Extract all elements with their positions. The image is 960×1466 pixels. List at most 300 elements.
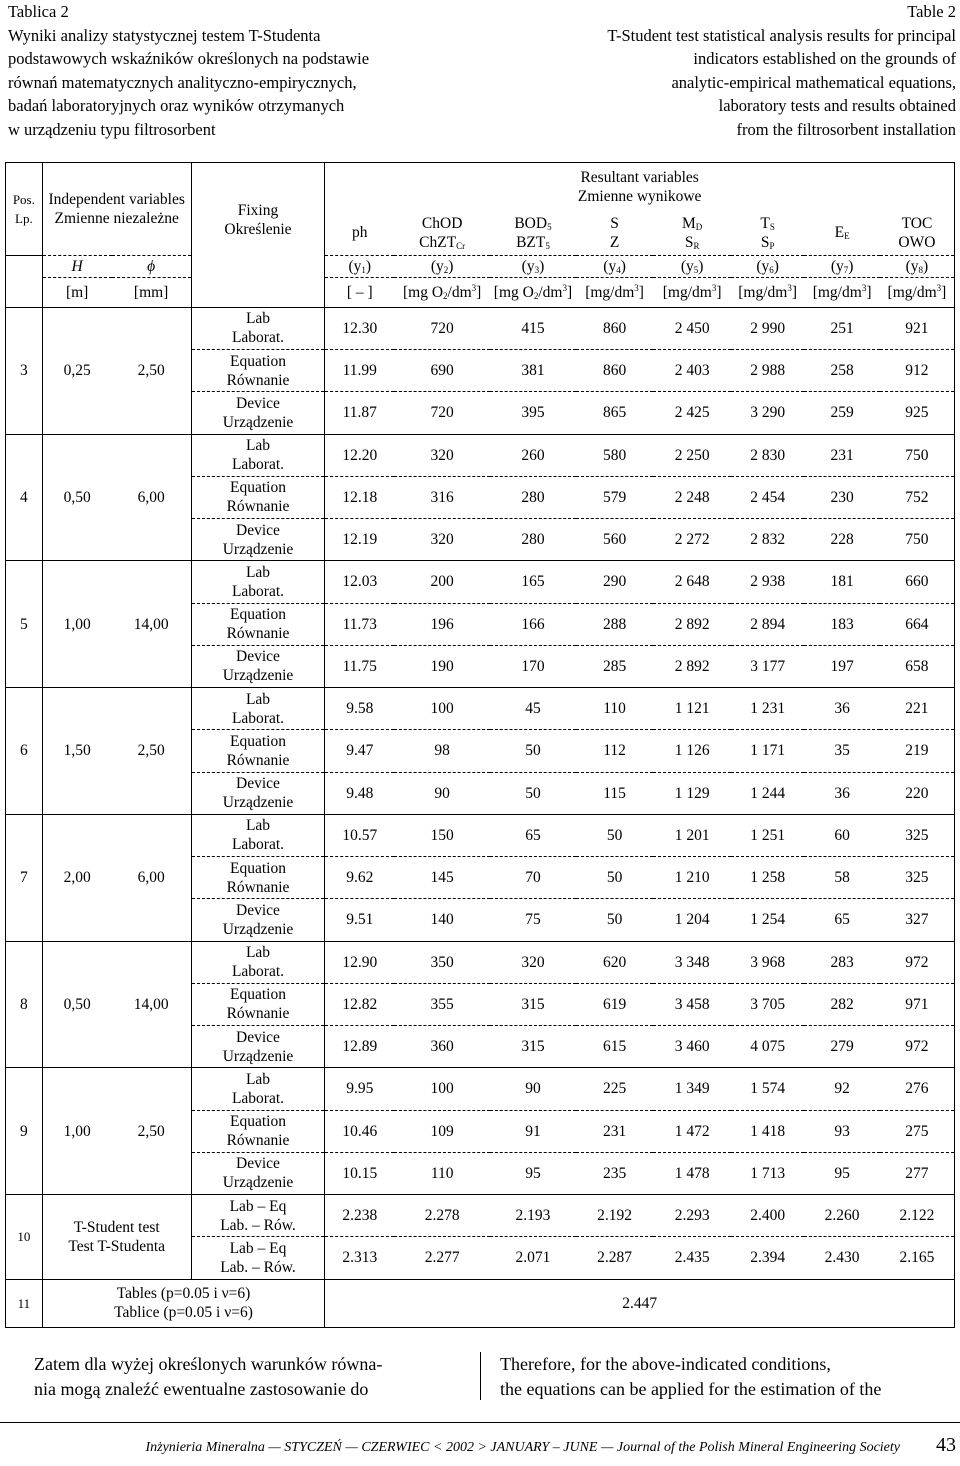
journal-footer: Inżynieria Mineralna — STYCZEŃ — CZERWIEC < 2002 > JANUARY – JUNE — Journal of the Polish Mineral Engineering Society [145,1440,900,1455]
value-cell: 11.87 [325,392,394,434]
caption-line: w urządzeniu typu filtrosorbent [8,119,216,139]
unit-bod5: [mg $O_2/dm^3$] [490,277,576,307]
fixing-lab: Lab Laborat. [191,1068,325,1110]
value-cell: 620 [576,941,654,983]
header-s: S Z [609,214,620,251]
value-cell: 221 [880,688,955,730]
value-cell: 170 [490,645,576,687]
value-cell: 183 [804,603,880,645]
fixing-equation: Equation Równanie [191,1110,325,1152]
value-cell: 972 [880,1026,955,1068]
paragraph-line: Therefore, for the above-indicated conditions, [500,1354,831,1374]
unit-chod: [mg $O_2/dm^3$] [394,277,490,307]
value-cell: 2 403 [653,350,731,392]
value-cell: 320 [394,519,490,561]
phi-cell: 14,00 [112,941,192,1068]
value-cell: 3 968 [731,941,804,983]
value-cell: 2.400 [731,1195,804,1237]
pos-cell: 3 [6,307,43,434]
phi-cell: 6,00 [112,814,192,941]
header-toc: TOC OWO [880,211,955,255]
value-cell: 2 272 [653,519,731,561]
caption-line: indicators established on the grounds of [693,49,956,68]
value-cell: 2.193 [490,1195,576,1237]
h-cell: 2,00 [42,814,111,941]
value-cell: 925 [880,392,955,434]
value-cell: 92 [804,1068,880,1110]
value-cell: 2 832 [731,519,804,561]
caption-line: analytic-empirical mathematical equations, [671,72,956,92]
paragraph-line: the equations can be applied for the estimation of the [500,1379,882,1399]
value-cell: 277 [880,1152,955,1194]
value-cell: 1 231 [731,688,804,730]
value-cell: 90 [394,772,490,814]
value-cell: 112 [576,730,654,772]
value-cell: 316 [394,476,490,518]
value-cell: 235 [576,1152,654,1194]
value-cell: 11.73 [325,603,394,645]
header-chod: ChOD ChZT$_{Cr}$ [419,214,466,251]
fixing-lab: Lab Laborat. [191,561,325,603]
value-cell: 2.435 [653,1237,731,1279]
value-cell: 2 450 [653,307,731,349]
value-cell: 1 349 [653,1068,731,1110]
value-cell: 145 [394,857,490,899]
value-cell: 90 [490,1068,576,1110]
header-ts: $T_S$ $S_P$ [760,214,775,251]
value-cell: 93 [804,1110,880,1152]
value-cell: 381 [490,350,576,392]
value-cell: 2.122 [880,1195,955,1237]
value-cell: 660 [880,561,955,603]
value-cell: 259 [804,392,880,434]
pos-cell: 6 [6,688,43,815]
value-cell: 325 [880,814,955,856]
value-cell: 258 [804,350,880,392]
fixing-device: Device Urządzenie [191,899,325,941]
pos-cell: 4 [6,434,43,561]
unit-ts: $[mg/dm^3]$ [731,277,804,307]
value-cell: 395 [490,392,576,434]
value-cell: 100 [394,688,490,730]
value-cell: 70 [490,857,576,899]
header-ee: $E_E$ [834,224,850,242]
value-cell: 58 [804,857,880,899]
header-phi-symbol: ϕ [112,255,192,277]
value-cell: 36 [804,772,880,814]
value-cell: 12.20 [325,434,394,476]
value-cell: 315 [490,983,576,1025]
value-cell: 196 [394,603,490,645]
header-y5: $(y_5)$ [653,255,731,277]
caption-line: badań laboratoryjnych oraz wyników otrzymanych [8,96,345,115]
table-row [6,814,955,856]
pos-cell: 5 [6,561,43,688]
value-cell: 95 [490,1152,576,1194]
value-cell: 2 938 [731,561,804,603]
value-cell: 9.58 [325,688,394,730]
value-cell: 2 894 [731,603,804,645]
value-cell: 912 [880,350,955,392]
unit-toc: $[mg/dm^3]$ [880,277,955,307]
value-cell: 2.277 [394,1237,490,1279]
value-cell: 109 [394,1110,490,1152]
value-cell: 4 075 [731,1026,804,1068]
value-cell: 35 [804,730,880,772]
value-cell: 2.165 [880,1237,955,1279]
fixing-device: Device Urządzenie [191,772,325,814]
value-cell: 91 [490,1110,576,1152]
unit-ph: [ – ] [325,277,394,307]
value-cell: 50 [490,730,576,772]
header-h-unit: [m] [42,277,111,307]
value-cell: 415 [490,307,576,349]
value-cell: 290 [576,561,654,603]
value-cell: 750 [880,434,955,476]
value-cell: 971 [880,983,955,1025]
value-cell: 228 [804,519,880,561]
pos-cell: 8 [6,941,43,1068]
value-cell: 1 126 [653,730,731,772]
header-phi-unit: [mm] [112,277,192,307]
caption-line: laboratory tests and results obtained [718,96,956,115]
caption-line: Wyniki analizy statystycznej testem T-Studenta [8,25,321,45]
value-cell: 12.19 [325,519,394,561]
table-row [6,941,955,983]
value-cell: 283 [804,941,880,983]
fixing-equation: Equation Równanie [191,476,325,518]
h-cell: 1,00 [42,1068,111,1195]
fixing-lab: Lab Laborat. [191,307,325,349]
value-cell: 11.75 [325,645,394,687]
value-cell: 50 [576,857,654,899]
value-cell: 12.18 [325,476,394,518]
value-cell: 288 [576,603,654,645]
value-cell: 75 [490,899,576,941]
value-cell: 95 [804,1152,880,1194]
value-cell: 60 [804,814,880,856]
value-cell: 2.430 [804,1237,880,1279]
value-cell: 260 [490,434,576,476]
value-cell: 190 [394,645,490,687]
caption-line: from the filtrosorbent installation [736,119,956,139]
value-cell: 972 [880,941,955,983]
value-cell: 1 201 [653,814,731,856]
fixing-equation: Equation Równanie [191,603,325,645]
value-cell: 664 [880,603,955,645]
value-cell: 181 [804,561,880,603]
header-y2: $(y_2)$ [394,255,490,277]
value-cell: 658 [880,645,955,687]
header-bod5: $BOD_5$ $BZT_5$ [514,214,552,251]
value-cell: 3 177 [731,645,804,687]
value-cell: 280 [490,519,576,561]
value-cell: 2.394 [731,1237,804,1279]
caption-line: podstawowych wskaźników określonych na podstawie [8,49,370,68]
caption-line: T-Student test statistical analysis results for principal [607,25,956,45]
unit-ee: $[mg/dm^3]$ [804,277,880,307]
value-cell: 12.90 [325,941,394,983]
header-y7: $(y_7)$ [804,255,880,277]
tables-row [6,1279,955,1327]
fixing-equation: Equation Równanie [191,983,325,1025]
value-cell: 315 [490,1026,576,1068]
value-cell: 110 [394,1152,490,1194]
value-cell: 750 [880,519,955,561]
value-cell: 1 121 [653,688,731,730]
header-fixing: Fixing Określenie [191,163,325,278]
unit-s: $[mg/dm^3]$ [576,277,654,307]
value-cell: 2.071 [490,1237,576,1279]
unit-md: $[mg/dm^3]$ [653,277,731,307]
fixing-lab: Lab Laborat. [191,434,325,476]
h-cell: 0,50 [42,941,111,1068]
value-cell: 9.47 [325,730,394,772]
fixing-device: Device Urządzenie [191,1152,325,1194]
value-cell: 865 [576,392,654,434]
value-cell: 3 290 [731,392,804,434]
value-cell: 2 892 [653,603,731,645]
value-cell: 65 [490,814,576,856]
value-cell: 3 705 [731,983,804,1025]
value-cell: 9.48 [325,772,394,814]
value-cell: 12.03 [325,561,394,603]
value-cell: 720 [394,392,490,434]
fixing-device: Device Urządzenie [191,645,325,687]
fixing-lab-eq: Lab – Eq Lab. – Rów. [191,1237,325,1279]
value-cell: 2 250 [653,434,731,476]
value-cell: 65 [804,899,880,941]
value-cell: 752 [880,476,955,518]
value-cell: 921 [880,307,955,349]
pos-cell: 7 [6,814,43,941]
fixing-equation: Equation Równanie [191,730,325,772]
value-cell: 50 [576,814,654,856]
caption-line: równań matematycznych analityczno-empirycznych, [8,72,357,92]
fixing-device: Device Urządzenie [191,1026,325,1068]
value-cell: 282 [804,983,880,1025]
fixing-device: Device Urządzenie [191,392,325,434]
value-cell: 9.51 [325,899,394,941]
value-cell: 860 [576,350,654,392]
table-row [6,307,955,349]
value-cell: 3 458 [653,983,731,1025]
pos-cell: 9 [6,1068,43,1195]
value-cell: 580 [576,434,654,476]
value-cell: 2.313 [325,1237,394,1279]
header-resultant-variables: Resultant variables Zmienne wynikowe [325,163,955,211]
header-y4: $(y_4)$ [576,255,654,277]
value-cell: 619 [576,983,654,1025]
value-cell: 225 [576,1068,654,1110]
table-row [6,688,955,730]
value-cell: 2 892 [653,645,731,687]
value-cell: 276 [880,1068,955,1110]
fixing-equation: Equation Równanie [191,857,325,899]
caption-label: Table 2 [907,2,956,21]
fixing-lab: Lab Laborat. [191,941,325,983]
value-cell: 115 [576,772,654,814]
header-independent-variables: Independent variables Zmienne niezależne [42,163,191,256]
results-table [5,162,955,1328]
value-cell: 615 [576,1026,654,1068]
value-cell: 1 418 [731,1110,804,1152]
fixing-device: Device Urządzenie [191,519,325,561]
value-cell: 45 [490,688,576,730]
value-cell: 10.57 [325,814,394,856]
h-cell: 0,50 [42,434,111,561]
value-cell: 219 [880,730,955,772]
value-cell: 2.293 [653,1195,731,1237]
phi-cell: 2,50 [112,1068,192,1195]
column-divider [480,1352,481,1400]
value-cell: 165 [490,561,576,603]
header-h-symbol: H [42,255,111,277]
paragraph-line: Zatem dla wyżej określonych warunków równa- [34,1354,383,1374]
page-number: 43 [936,1434,956,1456]
value-cell: 1 204 [653,899,731,941]
phi-cell: 2,50 [112,307,192,434]
value-cell: 860 [576,307,654,349]
value-cell: 1 171 [731,730,804,772]
value-cell: 2.238 [325,1195,394,1237]
value-cell: 360 [394,1026,490,1068]
value-cell: 9.95 [325,1068,394,1110]
value-cell: 1 478 [653,1152,731,1194]
value-cell: 279 [804,1026,880,1068]
h-cell: 1,00 [42,561,111,688]
value-cell: 10.15 [325,1152,394,1194]
value-cell: 1 254 [731,899,804,941]
value-cell: 3 348 [653,941,731,983]
value-cell: 690 [394,350,490,392]
phi-cell: 6,00 [112,434,192,561]
value-cell: 1 210 [653,857,731,899]
value-cell: 1 251 [731,814,804,856]
value-cell: 325 [880,857,955,899]
value-cell: 275 [880,1110,955,1152]
value-cell: 251 [804,307,880,349]
value-cell: 2 988 [731,350,804,392]
value-cell: 280 [490,476,576,518]
value-cell: 3 460 [653,1026,731,1068]
value-cell: 9.62 [325,857,394,899]
header-pos-blank [6,255,43,277]
value-cell: 98 [394,730,490,772]
value-cell: 50 [576,899,654,941]
tstudent-row [6,1195,955,1237]
value-cell: 197 [804,645,880,687]
value-cell: 2 454 [731,476,804,518]
value-cell: 12.82 [325,983,394,1025]
value-cell: 110 [576,688,654,730]
value-cell: 320 [394,434,490,476]
value-cell: 50 [490,772,576,814]
value-cell: 1 713 [731,1152,804,1194]
value-cell: 2.278 [394,1195,490,1237]
tstudent-label: T-Student test Test T-Studenta [42,1195,191,1280]
table-row [6,561,955,603]
value-cell: 11.99 [325,350,394,392]
header-y6: $(y_6)$ [731,255,804,277]
fixing-equation: Equation Równanie [191,350,325,392]
value-cell: 2.260 [804,1195,880,1237]
table-row [6,434,955,476]
header-y8: $(y_8)$ [880,255,955,277]
value-cell: 720 [394,307,490,349]
tables-label: Tables (p=0.05 i ν=6) Tablice (p=0.05 i ν=6) [42,1279,325,1327]
value-cell: 166 [490,603,576,645]
value-cell: 320 [490,941,576,983]
paragraph-line: nia mogą znaleźć ewentualne zastosowanie do [34,1379,369,1399]
value-cell: 1 574 [731,1068,804,1110]
value-cell: 1 244 [731,772,804,814]
header-pos-blank [6,277,43,307]
h-cell: 0,25 [42,307,111,434]
h-cell: 1,50 [42,688,111,815]
header-y1: $(y_1)$ [325,255,394,277]
footer-rule [0,1422,960,1423]
value-cell: 200 [394,561,490,603]
value-cell: 220 [880,772,955,814]
value-cell: 10.46 [325,1110,394,1152]
paragraph-polish [34,1352,460,1402]
value-cell: 350 [394,941,490,983]
header-ph: ph [352,224,368,242]
value-cell: 1 472 [653,1110,731,1152]
value-cell: 579 [576,476,654,518]
header-md: $M_D$ $S_R$ [681,214,703,251]
value-cell: 12.89 [325,1026,394,1068]
value-cell: 2.192 [576,1195,654,1237]
pos-cell: 10 [6,1195,43,1280]
value-cell: 2 248 [653,476,731,518]
table-row [6,1068,955,1110]
value-cell: 140 [394,899,490,941]
value-cell: 285 [576,645,654,687]
value-cell: 100 [394,1068,490,1110]
value-cell: 12.30 [325,307,394,349]
value-cell: 355 [394,983,490,1025]
fixing-lab: Lab Laborat. [191,688,325,730]
phi-cell: 2,50 [112,688,192,815]
table-caption-polish [8,0,478,141]
value-cell: 560 [576,519,654,561]
value-cell: 231 [576,1110,654,1152]
value-cell: 2.287 [576,1237,654,1279]
value-cell: 327 [880,899,955,941]
phi-cell: 14,00 [112,561,192,688]
pos-cell: 11 [6,1279,43,1327]
paragraph-english [500,1352,956,1402]
value-cell: 1 258 [731,857,804,899]
tables-critical-value: 2.447 [325,1279,955,1327]
header-fixing-blank [191,277,325,307]
fixing-lab: Lab Laborat. [191,814,325,856]
value-cell: 2 425 [653,392,731,434]
value-cell: 231 [804,434,880,476]
value-cell: 2 648 [653,561,731,603]
value-cell: 1 129 [653,772,731,814]
fixing-lab-eq: Lab – Eq Lab. – Rów. [191,1195,325,1237]
table-caption-english [486,0,956,141]
value-cell: 2 830 [731,434,804,476]
header-y3: $(y_3)$ [490,255,576,277]
value-cell: 36 [804,688,880,730]
caption-label: Tablica 2 [8,2,69,21]
value-cell: 150 [394,814,490,856]
header-pos: Pos. Lp. [6,163,43,256]
